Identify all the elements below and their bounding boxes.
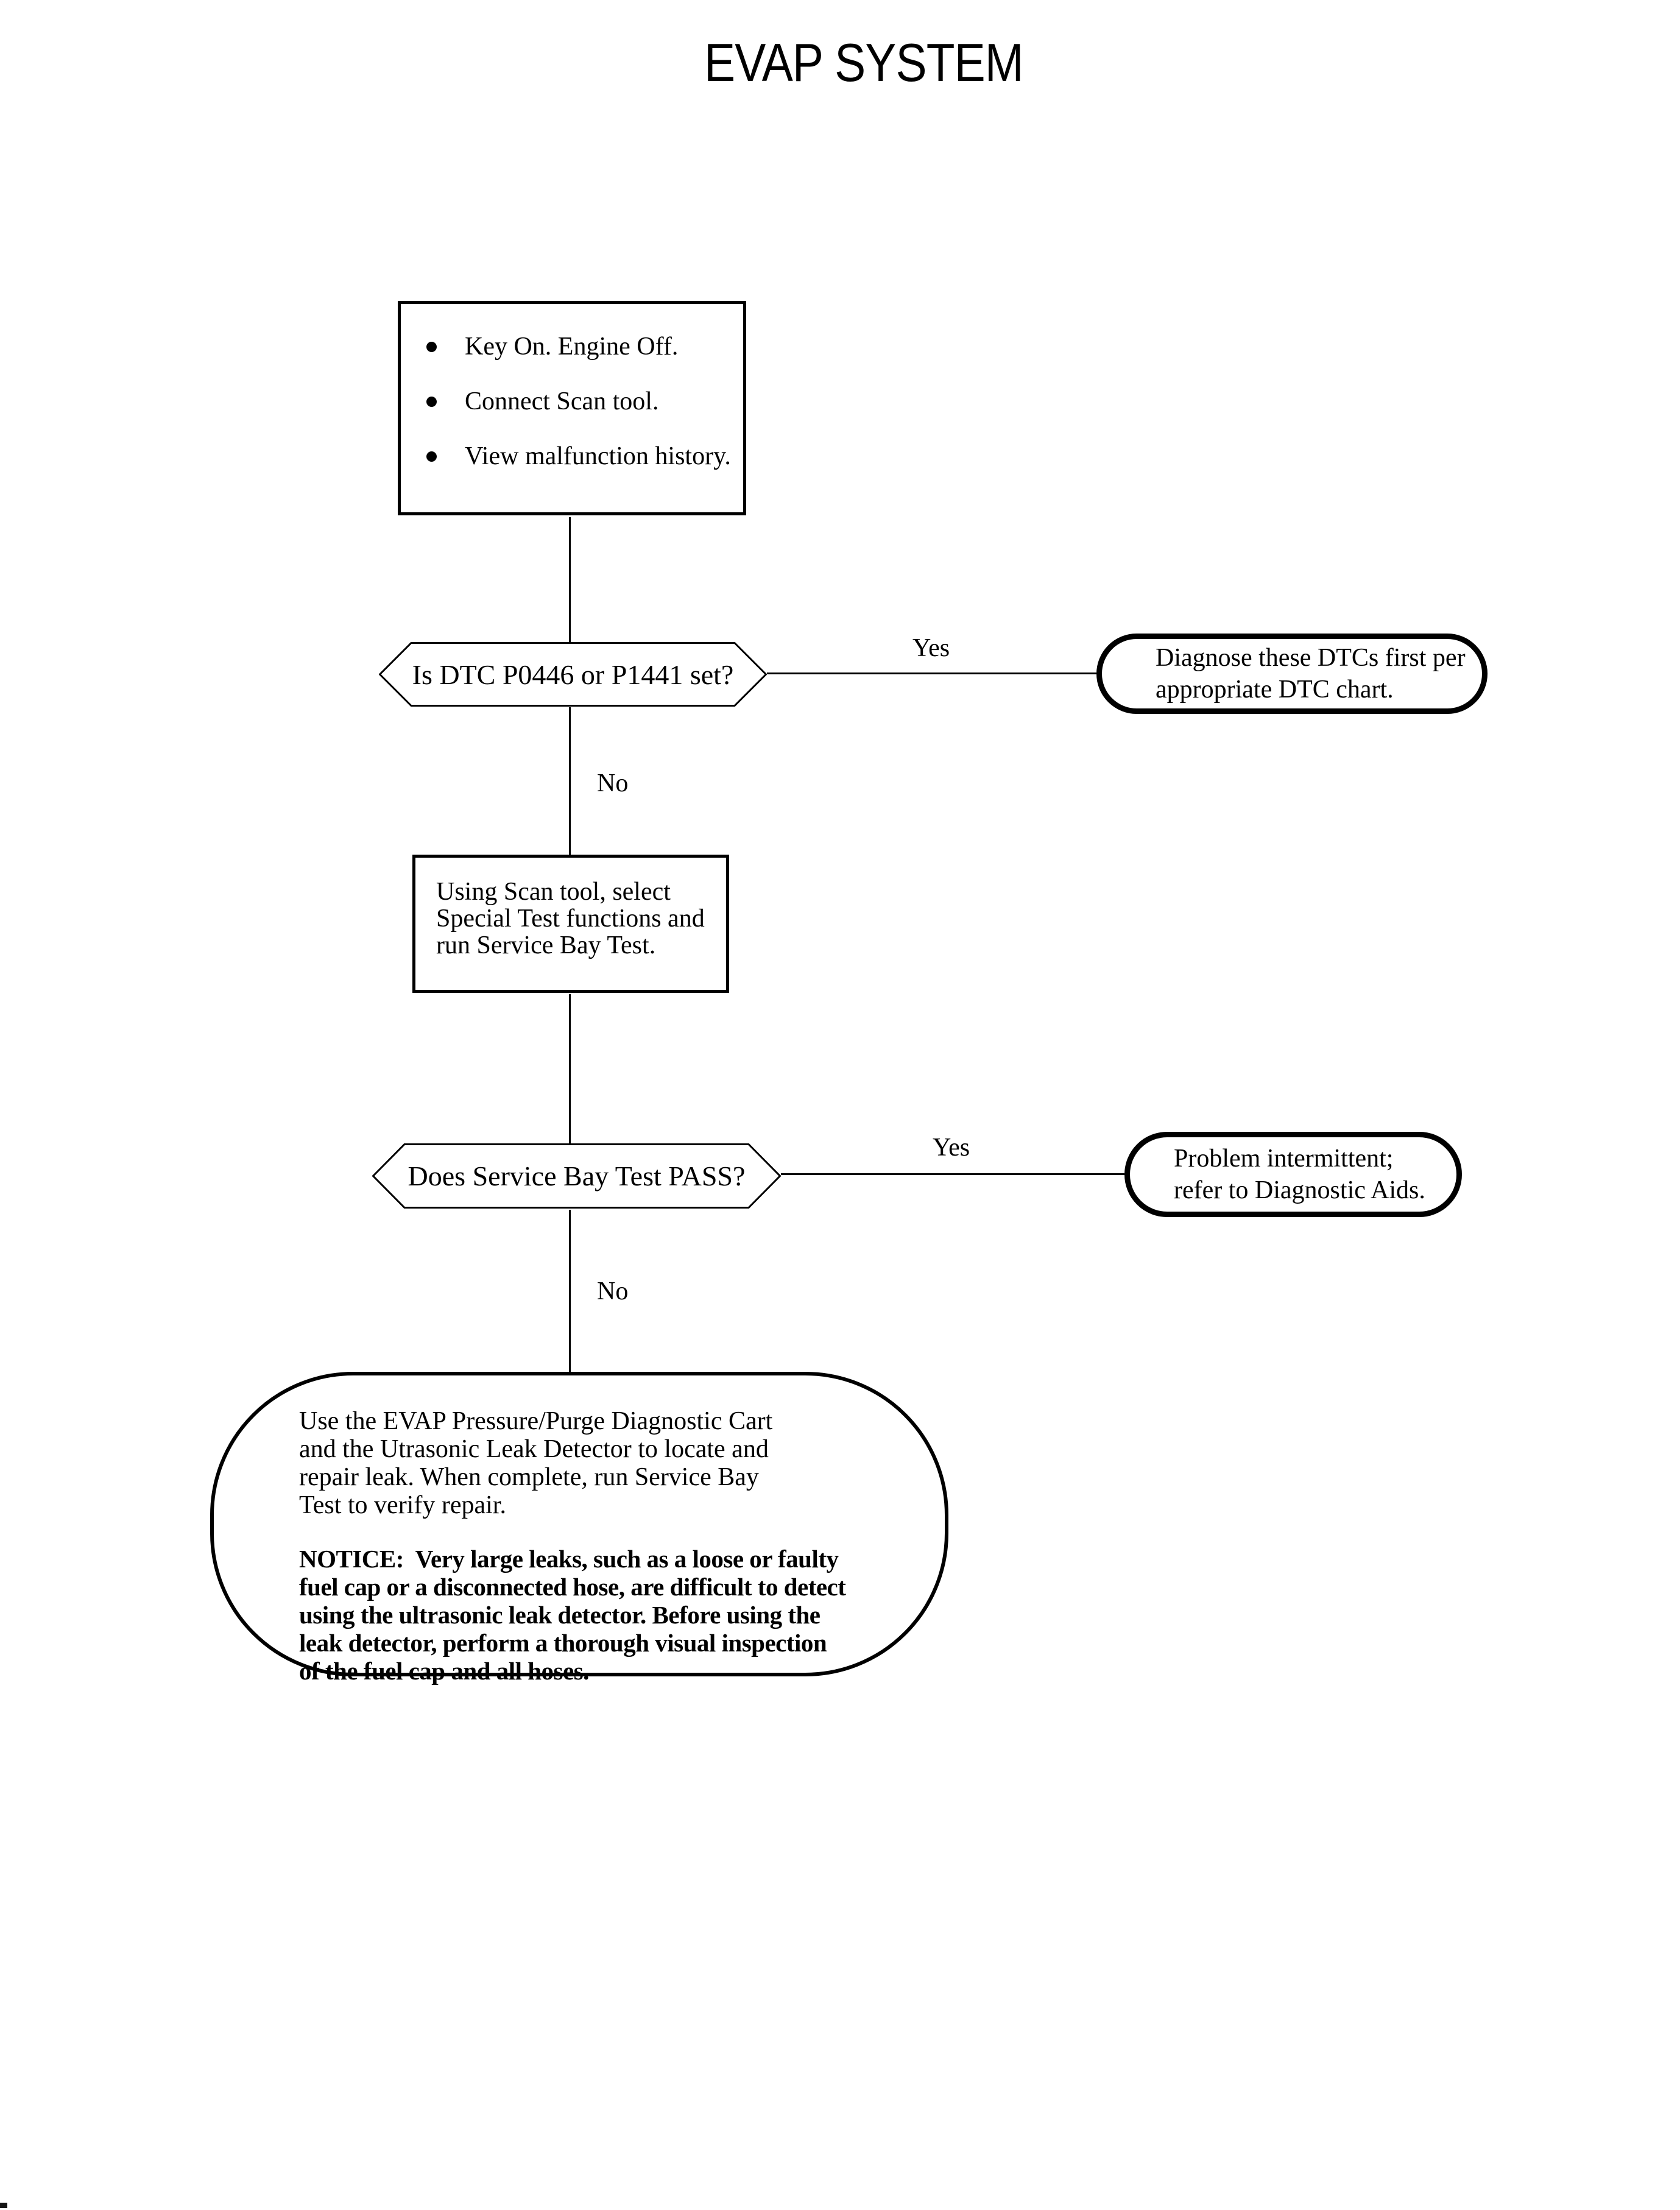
bullet-icon xyxy=(426,342,437,352)
bullet-icon xyxy=(426,397,437,407)
decision-test-pass xyxy=(372,1143,781,1209)
decision-pass-question: Does Service Bay Test PASS? xyxy=(408,1160,746,1191)
decision2-yes-label: Yes xyxy=(933,1134,970,1162)
run-test-line2: Special Test functions and xyxy=(436,905,705,933)
repair-line2: and the Utrasonic Leak Detector to locate and xyxy=(299,1435,769,1463)
decision-dtc-question: Is DTC P0446 or P1441 set? xyxy=(412,658,734,690)
bullet-icon xyxy=(426,451,437,462)
start-step-1: Key On. Engine Off. xyxy=(465,333,679,361)
repair-line3: repair leak. When complete, run Service Bay xyxy=(299,1463,759,1491)
notice-line5: of the fuel cap and all hoses. xyxy=(299,1657,589,1685)
connector-decision1-yes xyxy=(767,673,1096,674)
list-item xyxy=(426,387,731,416)
connector-process-to-decision2 xyxy=(569,994,571,1143)
connector-decision1-to-process xyxy=(569,707,571,855)
scan-artifact-mark xyxy=(0,2203,7,2208)
connector-start-to-decision1 xyxy=(569,517,571,642)
repair-instructions xyxy=(299,1407,914,1519)
decision1-no-label: No xyxy=(597,769,629,797)
notice-paragraph xyxy=(299,1545,914,1685)
decision-dtc-set xyxy=(379,642,767,707)
repair-line1: Use the EVAP Pressure/Purge Diagnostic Cart xyxy=(299,1407,773,1435)
list-item xyxy=(426,442,731,471)
notice-line1: NOTICE: Very large leaks, such as a loose or faulty xyxy=(299,1545,839,1573)
list-item xyxy=(426,332,731,361)
diagnose-dtc-line1: Diagnose these DTCs first per xyxy=(1156,644,1466,672)
start-step-3: View malfunction history. xyxy=(465,442,731,470)
notice-line3: using the ultrasonic leak detector. Before using the xyxy=(299,1601,821,1629)
run-test-line3: run Service Bay Test. xyxy=(436,931,656,959)
repair-box xyxy=(210,1372,948,1685)
page-title: EVAP SYSTEM xyxy=(704,32,1023,93)
notice-line4: leak detector, perform a thorough visual inspection xyxy=(299,1629,827,1657)
start-box xyxy=(398,301,746,515)
diagnose-dtc-box xyxy=(1096,634,1488,714)
connector-decision2-to-repair xyxy=(569,1210,571,1373)
intermittent-box xyxy=(1124,1132,1462,1217)
intermittent-line2: refer to Diagnostic Aids. xyxy=(1174,1176,1425,1204)
connector-decision2-yes xyxy=(781,1173,1124,1175)
decision1-yes-label: Yes xyxy=(912,634,950,662)
run-test-line1: Using Scan tool, select xyxy=(436,878,671,906)
repair-line4: Test to verify repair. xyxy=(299,1491,506,1519)
decision2-no-label: No xyxy=(597,1277,629,1305)
diagnose-dtc-line2: appropriate DTC chart. xyxy=(1156,676,1394,704)
notice-line2: fuel cap or a disconnected hose, are difficult to detect xyxy=(299,1573,846,1601)
intermittent-line1: Problem intermittent; xyxy=(1174,1145,1394,1173)
run-test-box xyxy=(412,855,729,993)
start-step-2: Connect Scan tool. xyxy=(465,387,659,415)
